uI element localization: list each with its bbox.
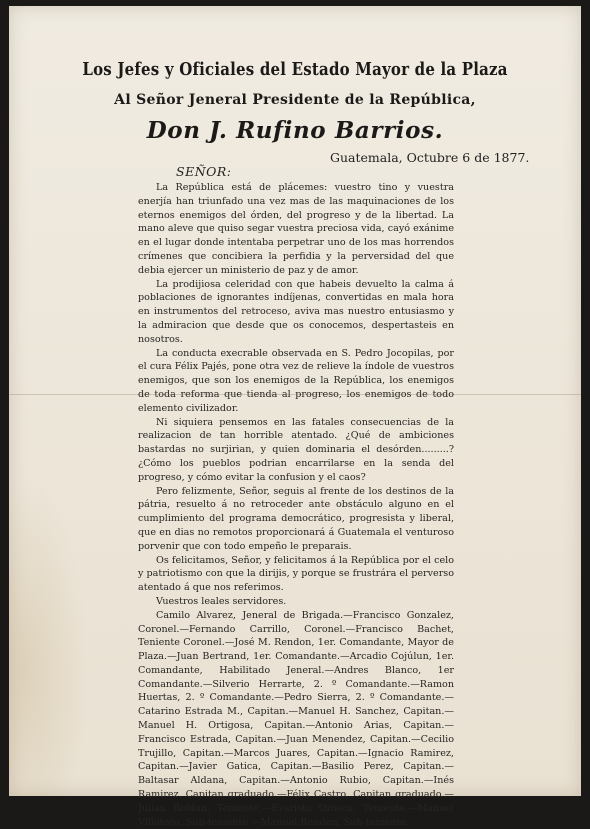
paragraph: Ni siquiera pensemos en las fatales consecuencias de la realizacion de tan horrible atentado. ¿Qué de ambiciones bastardas no surjirian, y quien dominaria el desórden.........? ¿Cómo los pueblos podrian encarrilarse en la senda del progreso, y cómo evitar la confusion y el caos? (138, 416, 454, 483)
closing: Vuestros leales servidores. (156, 595, 287, 607)
paragraph: La prodijiosa celeridad con que habeis devuelto la calma á poblaciones de ignorantes indíjenas, convertidas en mala hora en instrumentos del retroceso, aviva mas nuestro entusiasmo y la admiracion que desde que os conocemos, despertasteis en nosotros. (138, 278, 454, 345)
paragraph: Os felicitamos, Señor, y felicitamos á la República por el celo y patriotismo con que la dirijis, y porque se frustrára el perverso atentado á que nos referimos. (138, 554, 454, 594)
signatories: Camilo Alvarez, Jeneral de Brigada.—Francisco Gonzalez, Coronel.—Fernando Carrillo, Coronel.—Francisco Bachet, Teniente Coronel.—José M. Rendon, 1er. Comandante, Mayor de Plaza.—Juan Bertrand, 1er. Comandante.—Arcadio Cojúlun, 1er. Comandante, Habilitado Jeneral.—Andres Blanco, 1er Comandante.—Silverio Herrarte, 2. º Comandante.—Ramon Huertas, 2. º Comandante.—Pedro Sierra, 2. º Comandante.—Catarino Estrada M., Capitan.—Manuel H. Sanchez, Capitan.—Manuel H. Ortigosa, Capitan.—Antonio Arias, Capitan.—Francisco Estrada, Capitan.—Juan Menendez, Capitan.—Cecilio Trujillo, Capitan.—Marcos Juares, Capitan.—Ignacio Ramirez, Capitan.—Javier Gatica, Capitan.—Basilio Perez, Capitan.—Baltasar Aldana, Capitan.—Antonio Rubio, Capitan.—Inés Ramirez, Capitan graduado.—Félix Castro, Capitan graduado.—Julian Roldan, Teniente.—Evaristo Orosco, Teniente.—Manuel Villatoro, Sub-teniente.—Manuel Rendon, Sub-teniente. (138, 609, 454, 828)
paper-stain (9, 476, 89, 796)
heading-recipient-name: Don J. Rufino Barrios. (146, 117, 444, 144)
heading-issuers: Los Jefes y Oficiales del Estado Mayor de la Plaza (82, 58, 508, 80)
letter-body (138, 181, 454, 829)
salutation: SEÑOR: (176, 164, 232, 179)
paragraph: La República está de plácemes: vuestro tino y vuestra enerjía han triunfado una vez mas de las maquinaciones de los eternos enemigos del órden, del progreso y de la libertad. La mano aleve que quiso segar vuestra preciosa vida, cayó exánime en el lugar donde intentaba perpetrar uno de los mas horrendos crímenes que concibiera la perfidia y la perversidad del que debia ejercer un ministerio de paz y de amor. (138, 182, 454, 276)
paragraph: Pero felizmente, Señor, seguis al frente de los destinos de la pátria, resuelto á no retroceder ante obstáculo alguno en el cumplimiento del programa democrático, progresista y liberal, que en dias no remotos proporcionará á Guatemala el venturoso porvenir que con todo empeño le preparais. (138, 485, 454, 552)
paragraph: La conducta execrable observada en S. Pedro Jocopilas, por el cura Félix Pajés, pone otra vez de relieve la índole de vuestros enemigos, que son los enemigos de la República, los enemigos de toda reforma que tienda al progreso, los enemigos de todo elemento civilizador. (138, 347, 454, 414)
heading-addressee: Al Señor Jeneral Presidente de la República, (114, 92, 476, 108)
dateline: Guatemala, Octubre 6 de 1877. (330, 150, 530, 165)
